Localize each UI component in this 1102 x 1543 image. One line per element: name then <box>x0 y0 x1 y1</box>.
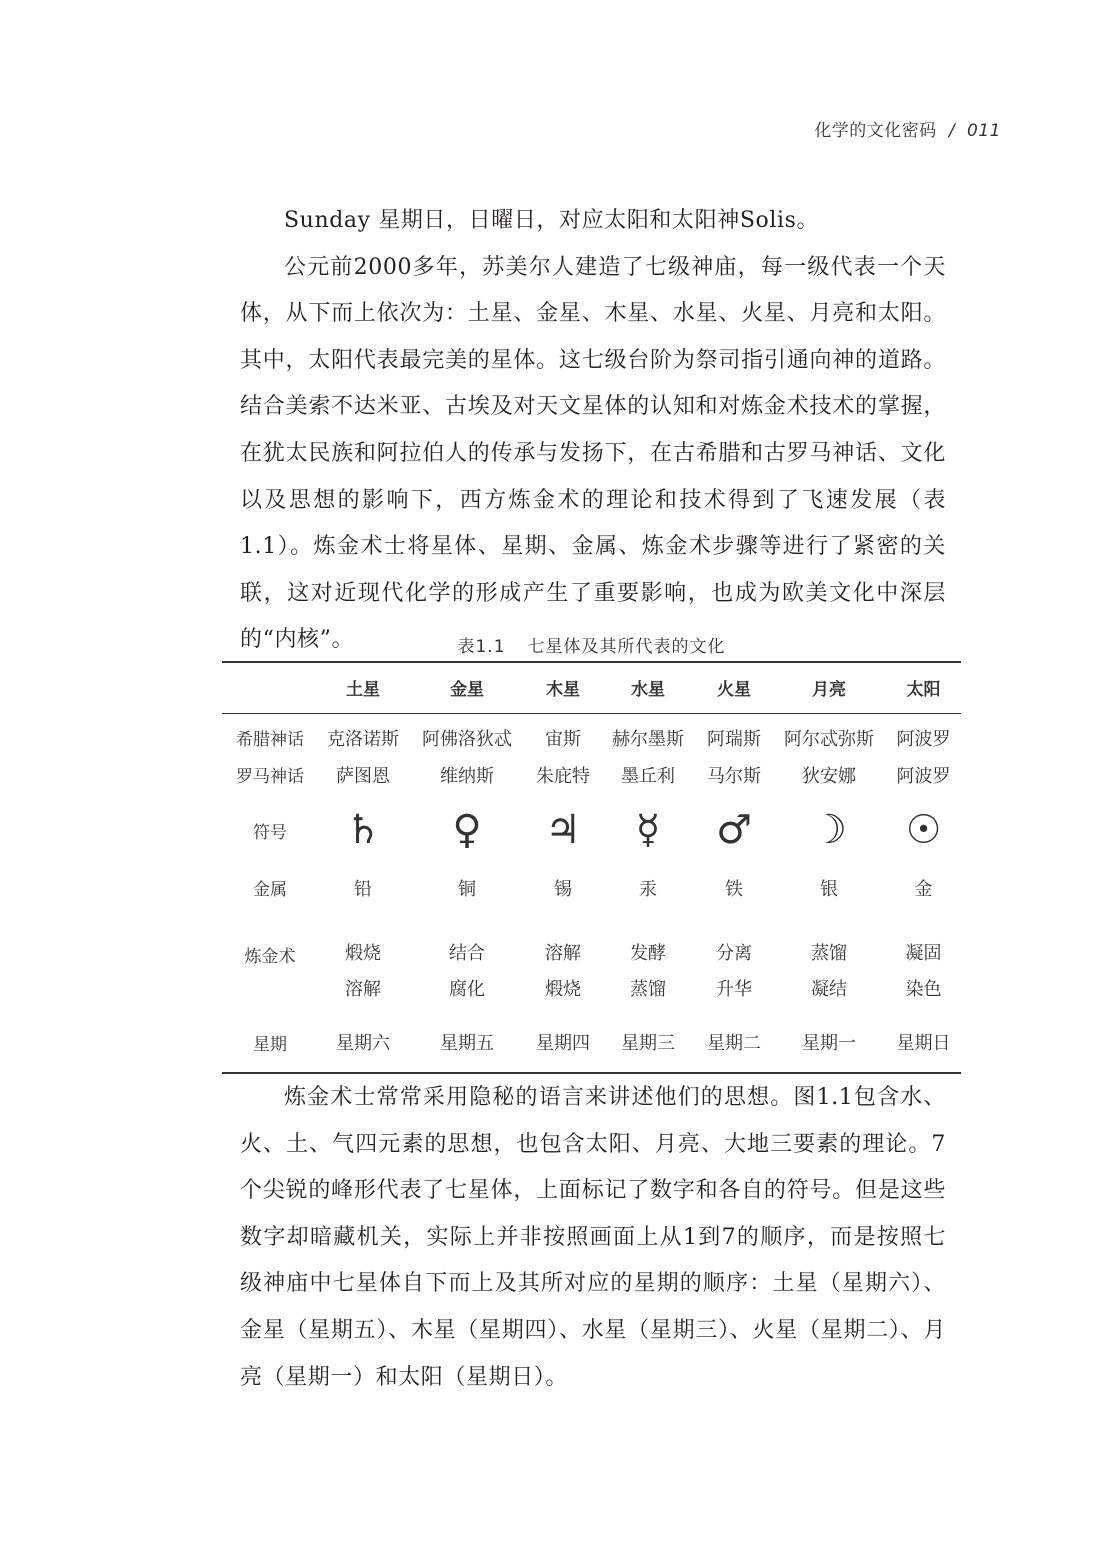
paragraph: Sunday 星期日，日曜日，对应太阳和太阳神Solis。 <box>284 208 820 233</box>
table-cell: 宙斯 <box>545 728 581 750</box>
table-cell: 星期二 <box>707 1033 761 1054</box>
table-cell: 马尔斯 <box>707 765 761 787</box>
table-cell: 溶解 <box>545 943 581 964</box>
table-row-alchemy <box>222 906 961 969</box>
table-cell: 星期五 <box>440 1033 494 1054</box>
table-cell: 狄安娜 <box>802 765 856 787</box>
body-text-bottom <box>240 1075 946 1401</box>
column-header: 木星 <box>546 680 580 701</box>
table-cell: 阿瑞斯 <box>707 728 761 750</box>
row-label: 符号 <box>253 822 287 843</box>
table-cell: 阿尔忒弥斯 <box>784 728 874 750</box>
table-cell: 萨图恩 <box>336 765 390 787</box>
table-cell: 阿波罗 <box>896 765 951 787</box>
paragraph: 炼金术士常常采用隐秘的语言来讲述他们的思想。图1.1包含水、火、土、气四元素的思想，也包含太阳、月亮、大地三要素的理论。7个尖锐的峰形代表了七星体，上面标记了数字和各自的符号。但是这些数字却暗藏机关，实际上并非按照画面上从1到7的顺序，而是按照七级神庙中七星体自下而上及其所对应的星期的顺序：土星（星期六）、金星（星期五）、木星（星期四）、水星（星期三）、火星（星期二）、月亮（星期一）和太阳（星期日）。 <box>240 1085 946 1390</box>
table-cell: 蒸馏 <box>630 979 666 1000</box>
column-header: 水星 <box>631 680 665 701</box>
table-cell: 阿佛洛狄忒 <box>422 728 512 750</box>
table-cell: 染色 <box>905 979 942 1000</box>
table-cell: 赫尔墨斯 <box>612 728 684 750</box>
table-row-alchemy-second <box>222 969 961 1006</box>
table-cell: 铁 <box>725 878 743 900</box>
table-cell: 发酵 <box>630 943 666 964</box>
table-caption-number: 表1.1 <box>457 637 506 657</box>
mars-symbol-icon: ♂ <box>716 807 752 853</box>
body-text-top <box>240 198 946 664</box>
table-cell: 煅烧 <box>345 943 381 964</box>
column-header: 太阳 <box>906 680 941 701</box>
column-header: 火星 <box>717 680 751 701</box>
table-row-symbol <box>222 791 961 869</box>
venus-symbol-icon: ♀ <box>452 807 482 853</box>
table-row-greek-myth <box>222 713 961 758</box>
table-cell: 金 <box>914 878 933 900</box>
header-separator: / <box>948 121 956 141</box>
header-corner <box>222 662 318 713</box>
table-header-row <box>222 662 961 713</box>
paragraph: 公元前2000多年，苏美尔人建造了七级神庙，每一级代表一个天体，从下而上依次为：土星、金星、木星、水星、火星、月亮和太阳。其中，太阳代表最完美的星体。这七级台阶为祭司指引通向神的道路。结合美索不达米亚、古埃及对天文星体的认知和对炼金术技术的掌握，在犹太民族和阿拉伯人的传承与发扬下，在古希腊和古罗马神话、文化以及思想的影响下，西方炼金术的理论和技术得到了飞速发展（表1.1）。炼金术士将星体、星期、金属、炼金术步骤等进行了紧密的关联，这对近现代化学的形成产生了重要影响，也成为欧美文化中深层的“内核”。 <box>240 254 946 653</box>
row-label: 金属 <box>253 880 287 900</box>
planet-culture-table <box>222 661 961 1074</box>
row-label: 星期 <box>253 1034 287 1055</box>
sun-symbol-icon: ☉ <box>905 807 942 853</box>
row-label: 罗马神话 <box>236 767 304 787</box>
column-header: 土星 <box>346 680 380 701</box>
table-cell: 星期日 <box>896 1033 951 1054</box>
table-cell: 铅 <box>354 878 372 900</box>
table-cell: 汞 <box>639 878 657 900</box>
page-number: 011 <box>967 121 1001 141</box>
table-cell: 星期六 <box>336 1033 390 1054</box>
table-cell: 维纳斯 <box>440 765 494 787</box>
table-cell: 阿波罗 <box>896 728 951 750</box>
column-header: 金星 <box>450 680 484 701</box>
table-cell: 蒸馏 <box>811 943 847 964</box>
table-cell: 凝结 <box>811 979 847 1000</box>
book-title: 化学的文化密码 <box>814 121 937 141</box>
table-caption-title: 七星体及其所代表的文化 <box>527 637 726 657</box>
table-cell: 锡 <box>554 878 572 900</box>
table-row-metal <box>222 869 961 906</box>
table-cell: 星期三 <box>621 1033 675 1054</box>
row-label: 希腊神话 <box>236 730 304 751</box>
table-cell: 银 <box>820 878 838 900</box>
table-cell: 克洛诺斯 <box>327 728 399 750</box>
table-cell: 铜 <box>458 878 476 900</box>
table-cell: 朱庇特 <box>536 765 590 787</box>
table-row-weekday <box>222 1006 961 1073</box>
table-cell: 墨丘利 <box>621 765 675 787</box>
table-cell: 星期四 <box>536 1033 590 1054</box>
table-cell: 溶解 <box>345 979 381 1000</box>
moon-symbol-icon: ☽ <box>811 807 847 853</box>
column-header: 月亮 <box>812 680 846 701</box>
table-cell: 凝固 <box>905 943 942 964</box>
jupiter-symbol-icon: ♃ <box>545 807 581 853</box>
row-label: 炼金术 <box>244 946 296 967</box>
mercury-symbol-icon: ☿ <box>635 807 661 853</box>
table-caption <box>222 632 961 657</box>
table-cell: 煅烧 <box>545 979 581 1000</box>
table-row-roman-myth <box>222 758 961 791</box>
table-cell: 腐化 <box>449 979 485 1000</box>
running-head <box>814 116 1001 141</box>
table-cell: 升华 <box>716 979 752 1000</box>
saturn-symbol-icon: ♄ <box>345 807 381 853</box>
table-cell: 结合 <box>449 943 485 964</box>
table-cell: 星期一 <box>802 1033 856 1054</box>
table-cell: 分离 <box>716 943 752 964</box>
